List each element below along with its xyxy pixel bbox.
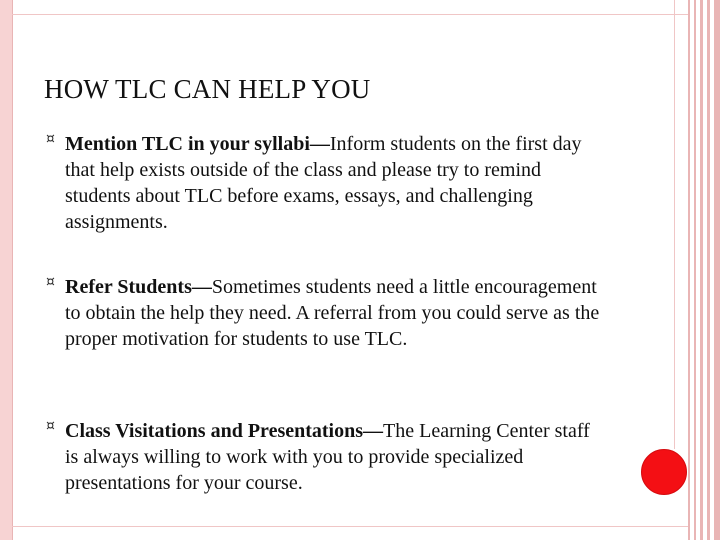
bullet-body: The Learning Center staff is always willing to work with you to provide specialized presentations for your course. [65,420,590,494]
bullet-item-refer-students [46,274,606,352]
right-vertical-line [674,0,675,449]
bullet-body: Sometimes students need a little encouragement to obtain the help they need. A referral from you could serve as the proper motivation for students to use TLC. [65,276,600,350]
bullet-separator: — [363,420,384,442]
bullet-heading: Class Visitations and Presentations [65,420,364,442]
bullet-text [65,131,606,235]
left-decor-bar [0,0,13,540]
bullet-text [65,418,606,496]
bullet-heading: Mention TLC in your syllabi [65,133,310,155]
ring-bullet-icon: ¤ [46,418,55,434]
bullet-separator: — [191,276,212,298]
right-stripe-decor [688,0,720,540]
bullet-body: Inform students on the first day that help exists outside of the class and please try to remind students about TLC before exams, essays, and challenging assignments. [65,133,582,233]
bullet-item-syllabi [46,131,606,235]
bullet-item-class-visitations [46,418,606,496]
bottom-border-line [12,526,688,527]
ring-bullet-icon: ¤ [46,274,55,290]
slide-title: HOW TLC CAN HELP YOU [44,74,371,104]
top-border-line [12,14,688,15]
red-circle-decor [641,449,687,495]
ring-bullet-icon: ¤ [46,131,55,147]
bullet-text [65,274,606,352]
bullet-separator: — [309,133,330,155]
bullet-heading: Refer Students [65,276,192,298]
